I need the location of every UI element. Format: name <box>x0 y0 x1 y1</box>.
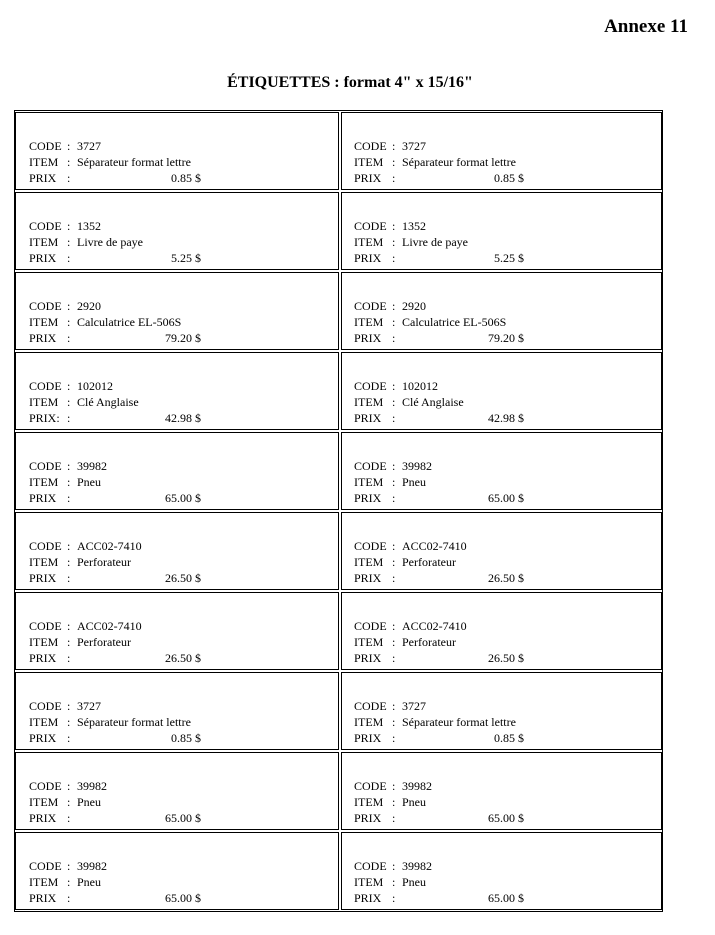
code-key: CODE <box>29 459 62 473</box>
code-value: 1352 <box>402 219 426 233</box>
price-value: 0.85 $ <box>494 731 524 745</box>
item-key: ITEM <box>354 875 384 889</box>
price-key: PRIX <box>354 811 382 825</box>
item-line <box>354 714 516 730</box>
code-value: 39982 <box>77 859 107 873</box>
item-value: Pneu <box>402 475 426 489</box>
colon: : <box>67 875 71 889</box>
label-card <box>15 112 339 190</box>
item-key: ITEM <box>354 315 384 329</box>
item-value: Perforateur <box>402 635 456 649</box>
code-line <box>29 458 107 474</box>
price-line <box>29 890 201 906</box>
price-value: 65.00 $ <box>488 891 524 905</box>
colon: : <box>67 395 71 409</box>
code-key: CODE <box>354 539 387 553</box>
colon: : <box>392 379 396 393</box>
code-line <box>354 298 506 314</box>
price-line <box>29 410 201 426</box>
code-key: CODE <box>354 619 387 633</box>
price-value: 79.20 $ <box>165 331 201 345</box>
colon: : <box>67 331 71 345</box>
code-key: CODE <box>354 859 387 873</box>
colon: : <box>67 795 71 809</box>
colon: : <box>67 619 71 633</box>
item-key: ITEM <box>29 795 59 809</box>
code-key: CODE <box>29 539 62 553</box>
code-key: CODE <box>29 219 62 233</box>
colon: : <box>67 251 71 265</box>
code-value: 1352 <box>77 219 101 233</box>
item-line <box>354 634 467 650</box>
label-card <box>341 832 662 910</box>
code-value: ACC02-7410 <box>77 619 142 633</box>
label-card <box>15 512 339 590</box>
colon: : <box>392 139 396 153</box>
code-value: 3727 <box>77 139 101 153</box>
code-key: CODE <box>354 139 387 153</box>
colon: : <box>67 779 71 793</box>
colon: : <box>67 811 71 825</box>
price-value: 5.25 $ <box>171 251 201 265</box>
code-key: CODE <box>29 619 62 633</box>
price-line <box>354 490 524 506</box>
price-key: PRIX <box>29 731 57 745</box>
item-line <box>29 154 191 170</box>
code-line <box>354 138 516 154</box>
price-line <box>354 890 524 906</box>
colon: : <box>392 795 396 809</box>
colon: : <box>392 891 396 905</box>
item-key: ITEM <box>29 475 59 489</box>
code-key: CODE <box>29 299 62 313</box>
code-value: 39982 <box>77 459 107 473</box>
code-value: ACC02-7410 <box>77 539 142 553</box>
colon: : <box>392 699 396 713</box>
item-value: Calculatrice EL-506S <box>402 315 507 329</box>
item-value: Pneu <box>77 475 101 489</box>
item-line <box>29 714 191 730</box>
price-line <box>354 650 524 666</box>
price-key: PRIX <box>29 491 57 505</box>
colon: : <box>392 411 396 425</box>
price-key: PRIX <box>29 331 57 345</box>
code-key: CODE <box>354 699 387 713</box>
colon: : <box>392 235 396 249</box>
item-key: ITEM <box>354 155 384 169</box>
item-key: ITEM <box>354 795 384 809</box>
price-key: PRIX <box>354 891 382 905</box>
code-line <box>354 378 464 394</box>
price-line <box>354 250 524 266</box>
item-line <box>354 794 432 810</box>
item-key: ITEM <box>29 875 59 889</box>
item-line <box>354 394 464 410</box>
colon: : <box>67 139 71 153</box>
label-card <box>341 192 662 270</box>
price-line <box>29 170 201 186</box>
code-key: CODE <box>354 779 387 793</box>
code-value: 39982 <box>402 859 432 873</box>
price-value: 0.85 $ <box>494 171 524 185</box>
page-title: ÉTIQUETTES : format 4" x 15/16" <box>227 74 473 91</box>
colon: : <box>392 859 396 873</box>
item-line <box>354 474 432 490</box>
price-line <box>29 650 201 666</box>
price-value: 5.25 $ <box>494 251 524 265</box>
item-line <box>29 874 107 890</box>
colon: : <box>67 155 71 169</box>
item-value: Pneu <box>402 795 426 809</box>
colon: : <box>392 619 396 633</box>
colon: : <box>67 651 71 665</box>
code-key: CODE <box>29 379 62 393</box>
item-value: Pneu <box>77 875 101 889</box>
label-card <box>15 592 339 670</box>
colon: : <box>67 459 71 473</box>
colon: : <box>67 571 71 585</box>
code-value: 102012 <box>402 379 438 393</box>
price-line <box>29 810 201 826</box>
code-key: CODE <box>29 139 62 153</box>
item-line <box>354 154 516 170</box>
code-key: CODE <box>354 299 387 313</box>
colon: : <box>67 411 71 425</box>
colon: : <box>392 555 396 569</box>
colon: : <box>392 475 396 489</box>
colon: : <box>67 859 71 873</box>
price-key: PRIX <box>354 251 382 265</box>
price-value: 0.85 $ <box>171 731 201 745</box>
code-value: 39982 <box>77 779 107 793</box>
code-value: 3727 <box>77 699 101 713</box>
price-key: PRIX <box>29 891 57 905</box>
label-card <box>15 192 339 270</box>
price-value: 42.98 $ <box>488 411 524 425</box>
label-card <box>15 352 339 430</box>
price-value: 65.00 $ <box>165 891 201 905</box>
price-line <box>354 330 524 346</box>
colon: : <box>392 779 396 793</box>
item-line <box>29 634 142 650</box>
label-card <box>15 672 339 750</box>
colon: : <box>67 539 71 553</box>
price-line <box>29 570 201 586</box>
price-value: 65.00 $ <box>488 811 524 825</box>
price-line <box>29 250 201 266</box>
colon: : <box>67 219 71 233</box>
price-value: 26.50 $ <box>488 571 524 585</box>
colon: : <box>67 491 71 505</box>
price-key: PRIX <box>354 571 382 585</box>
colon: : <box>392 395 396 409</box>
price-value: 65.00 $ <box>165 811 201 825</box>
item-line <box>29 794 107 810</box>
price-key: PRIX <box>354 171 382 185</box>
item-key: ITEM <box>354 555 384 569</box>
item-key: ITEM <box>29 155 59 169</box>
code-line <box>354 218 468 234</box>
price-value: 65.00 $ <box>488 491 524 505</box>
code-key: CODE <box>354 459 387 473</box>
price-value: 26.50 $ <box>488 651 524 665</box>
label-card <box>341 432 662 510</box>
colon: : <box>67 731 71 745</box>
item-line <box>29 554 142 570</box>
colon: : <box>67 299 71 313</box>
item-line <box>354 874 432 890</box>
colon: : <box>67 699 71 713</box>
price-value: 0.85 $ <box>171 171 201 185</box>
annexe-number: Annexe 11 <box>604 16 688 37</box>
label-card <box>341 592 662 670</box>
item-line <box>354 234 468 250</box>
code-line <box>29 138 191 154</box>
price-line <box>354 170 524 186</box>
code-line <box>354 618 467 634</box>
price-key: PRIX <box>354 331 382 345</box>
price-line <box>354 810 524 826</box>
code-value: 2920 <box>77 299 101 313</box>
price-key: PRIX <box>29 251 57 265</box>
colon: : <box>67 235 71 249</box>
label-card <box>341 672 662 750</box>
price-key: PRIX: <box>29 411 60 425</box>
colon: : <box>67 555 71 569</box>
item-key: ITEM <box>354 235 384 249</box>
colon: : <box>392 811 396 825</box>
code-key: CODE <box>29 699 62 713</box>
price-value: 26.50 $ <box>165 571 201 585</box>
label-grid <box>15 111 662 911</box>
item-value: Livre de paye <box>77 235 143 249</box>
code-key: CODE <box>29 779 62 793</box>
colon: : <box>392 875 396 889</box>
price-line <box>29 330 201 346</box>
price-key: PRIX <box>354 491 382 505</box>
colon: : <box>67 379 71 393</box>
item-value: Clé Anglaise <box>402 395 464 409</box>
item-key: ITEM <box>354 475 384 489</box>
item-value: Séparateur format lettre <box>77 155 191 169</box>
item-key: ITEM <box>29 315 59 329</box>
colon: : <box>392 571 396 585</box>
colon: : <box>67 475 71 489</box>
item-key: ITEM <box>354 395 384 409</box>
item-line <box>29 234 143 250</box>
colon: : <box>67 891 71 905</box>
code-value: 3727 <box>402 139 426 153</box>
colon: : <box>392 715 396 729</box>
label-card <box>15 752 339 830</box>
item-value: Perforateur <box>402 555 456 569</box>
item-key: ITEM <box>29 555 59 569</box>
code-key: CODE <box>354 379 387 393</box>
price-key: PRIX <box>354 651 382 665</box>
code-line <box>29 538 142 554</box>
code-line <box>29 298 181 314</box>
colon: : <box>67 715 71 729</box>
item-value: Livre de paye <box>402 235 468 249</box>
colon: : <box>392 635 396 649</box>
price-key: PRIX <box>29 651 57 665</box>
code-line <box>29 218 143 234</box>
colon: : <box>392 171 396 185</box>
label-card <box>341 512 662 590</box>
price-key: PRIX <box>354 411 382 425</box>
item-value: Pneu <box>77 795 101 809</box>
colon: : <box>392 491 396 505</box>
item-key: ITEM <box>354 715 384 729</box>
item-key: ITEM <box>29 395 59 409</box>
item-key: ITEM <box>354 635 384 649</box>
item-key: ITEM <box>29 715 59 729</box>
price-key: PRIX <box>29 171 57 185</box>
code-line <box>354 698 516 714</box>
price-key: PRIX <box>29 811 57 825</box>
code-value: 102012 <box>77 379 113 393</box>
label-card <box>15 432 339 510</box>
item-value: Pneu <box>402 875 426 889</box>
code-line <box>354 858 432 874</box>
item-value: Séparateur format lettre <box>402 155 516 169</box>
label-card <box>341 352 662 430</box>
price-value: 79.20 $ <box>488 331 524 345</box>
code-value: ACC02-7410 <box>402 619 467 633</box>
item-line <box>354 314 506 330</box>
item-line <box>29 474 107 490</box>
item-value: Séparateur format lettre <box>77 715 191 729</box>
item-value: Calculatrice EL-506S <box>77 315 182 329</box>
label-sheet <box>14 110 663 912</box>
price-line <box>354 410 524 426</box>
label-card <box>341 272 662 350</box>
price-line <box>354 570 524 586</box>
code-value: 39982 <box>402 459 432 473</box>
colon: : <box>67 171 71 185</box>
code-value: ACC02-7410 <box>402 539 467 553</box>
colon: : <box>392 299 396 313</box>
item-line <box>354 554 467 570</box>
item-value: Perforateur <box>77 635 131 649</box>
code-line <box>354 778 432 794</box>
code-line <box>29 378 139 394</box>
item-value: Perforateur <box>77 555 131 569</box>
item-value: Clé Anglaise <box>77 395 139 409</box>
colon: : <box>392 219 396 233</box>
price-line <box>29 490 201 506</box>
colon: : <box>392 731 396 745</box>
label-card <box>15 272 339 350</box>
item-key: ITEM <box>29 235 59 249</box>
code-value: 3727 <box>402 699 426 713</box>
colon: : <box>392 251 396 265</box>
colon: : <box>67 315 71 329</box>
label-card <box>341 752 662 830</box>
colon: : <box>392 315 396 329</box>
item-value: Séparateur format lettre <box>402 715 516 729</box>
price-key: PRIX <box>29 571 57 585</box>
colon: : <box>392 459 396 473</box>
code-line <box>29 858 107 874</box>
price-value: 65.00 $ <box>165 491 201 505</box>
code-line <box>29 698 191 714</box>
price-line <box>354 730 524 746</box>
code-value: 2920 <box>402 299 426 313</box>
price-value: 42.98 $ <box>165 411 201 425</box>
code-line <box>29 778 107 794</box>
code-line <box>29 618 142 634</box>
colon: : <box>392 539 396 553</box>
colon: : <box>392 651 396 665</box>
code-key: CODE <box>354 219 387 233</box>
item-key: ITEM <box>29 635 59 649</box>
price-key: PRIX <box>354 731 382 745</box>
colon: : <box>392 155 396 169</box>
code-value: 39982 <box>402 779 432 793</box>
colon: : <box>67 635 71 649</box>
label-card <box>341 112 662 190</box>
item-line <box>29 314 181 330</box>
item-line <box>29 394 139 410</box>
label-card <box>15 832 339 910</box>
code-key: CODE <box>29 859 62 873</box>
code-line <box>354 538 467 554</box>
code-line <box>354 458 432 474</box>
colon: : <box>392 331 396 345</box>
price-line <box>29 730 201 746</box>
price-value: 26.50 $ <box>165 651 201 665</box>
